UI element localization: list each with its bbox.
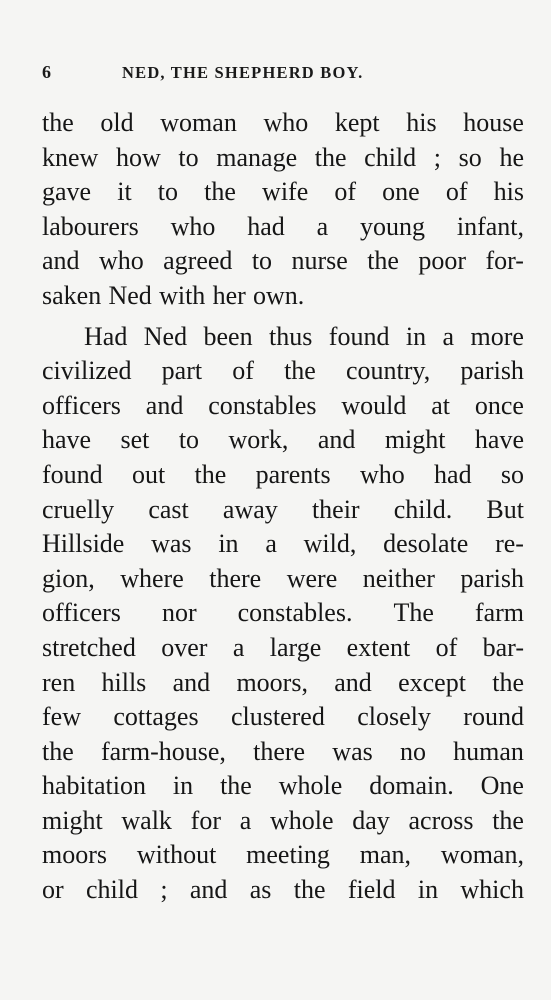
word: moors xyxy=(42,840,107,870)
word: moors, xyxy=(236,667,308,697)
word: desolate xyxy=(383,529,469,559)
word: one xyxy=(382,177,420,207)
word: it xyxy=(117,177,132,207)
word: and xyxy=(145,390,184,420)
text-line xyxy=(42,389,524,424)
text-line xyxy=(42,769,524,804)
word: once xyxy=(474,390,524,420)
word: domain. xyxy=(369,771,454,801)
running-title: NED, THE SHEPHERD BOY. xyxy=(122,63,364,82)
text-line xyxy=(42,700,524,735)
word: or xyxy=(42,875,64,905)
word: kept xyxy=(334,108,380,137)
word: were xyxy=(286,563,338,593)
word: the xyxy=(367,246,399,276)
word: a xyxy=(316,211,329,241)
word: a xyxy=(442,321,455,351)
word: have xyxy=(42,425,92,455)
word: how xyxy=(115,142,161,172)
word: with xyxy=(159,280,206,310)
word: and xyxy=(317,425,356,455)
word: country, xyxy=(346,356,431,386)
text-line xyxy=(42,873,524,908)
word: officers xyxy=(42,390,121,420)
word: wife xyxy=(262,177,309,207)
word: habitation xyxy=(42,771,146,801)
word: officers xyxy=(42,598,121,628)
text-line xyxy=(42,354,524,389)
word: cottages xyxy=(113,702,199,732)
word: The xyxy=(393,598,434,628)
word: their xyxy=(311,494,360,524)
word: constables. xyxy=(237,598,353,628)
word: clustered xyxy=(230,702,325,732)
word: hills xyxy=(101,667,147,697)
word: a xyxy=(265,529,277,559)
word: of xyxy=(435,632,458,662)
word: child xyxy=(86,875,138,905)
text-line xyxy=(42,838,524,873)
word: her xyxy=(212,280,246,310)
word: wild, xyxy=(303,529,357,559)
word: human xyxy=(453,736,524,766)
word: infant, xyxy=(456,211,524,241)
word: bar- xyxy=(482,632,524,662)
word: for xyxy=(190,805,221,835)
word: who xyxy=(263,108,309,137)
word: the xyxy=(204,177,236,207)
word: across xyxy=(408,805,474,835)
word: who xyxy=(170,211,216,241)
word: labourers xyxy=(42,211,139,241)
text-line xyxy=(42,175,524,210)
word: child. xyxy=(393,494,453,524)
word: farm xyxy=(474,598,524,628)
word: no xyxy=(399,736,426,766)
word: closely xyxy=(357,702,431,732)
word: would xyxy=(341,390,407,420)
word: so xyxy=(500,459,524,489)
word: the xyxy=(492,805,524,835)
page-header xyxy=(42,62,524,88)
word: away xyxy=(222,494,278,524)
word: own. xyxy=(253,280,305,310)
word: in xyxy=(172,771,194,801)
word: his xyxy=(493,177,524,207)
word: Had xyxy=(84,321,128,351)
word: agreed xyxy=(163,246,233,276)
word: thus xyxy=(269,321,313,351)
word: parish xyxy=(460,356,524,386)
word: meeting xyxy=(246,840,330,870)
word: might xyxy=(42,805,103,835)
text-line xyxy=(42,423,524,458)
word: nurse xyxy=(291,246,348,276)
word: man, xyxy=(359,840,412,870)
text-line xyxy=(42,666,524,701)
word: the xyxy=(42,736,74,766)
word: the xyxy=(492,667,524,697)
word: found xyxy=(328,321,390,351)
word: for- xyxy=(485,246,524,276)
word: at xyxy=(431,390,450,420)
text-line xyxy=(42,320,524,355)
word: which xyxy=(460,875,524,905)
word: the xyxy=(284,356,316,386)
word: the xyxy=(293,875,326,905)
word: Ned xyxy=(143,321,188,351)
word: woman, xyxy=(440,840,524,870)
word: large xyxy=(269,632,322,662)
word: parish xyxy=(460,563,524,593)
word: as xyxy=(249,875,272,905)
text-line xyxy=(42,210,524,245)
word: he xyxy=(499,142,524,172)
body-text xyxy=(42,106,524,908)
word: field xyxy=(347,875,396,905)
word: been xyxy=(203,321,253,351)
word: there xyxy=(253,736,306,766)
text-line xyxy=(42,141,524,176)
word: where xyxy=(120,563,184,593)
word: civilized xyxy=(42,356,132,386)
word: cruelly xyxy=(42,494,115,524)
word: part xyxy=(161,356,203,386)
word: the xyxy=(42,108,74,137)
text-line xyxy=(42,804,524,839)
word: his xyxy=(406,108,437,137)
text-line xyxy=(42,458,524,493)
word: had xyxy=(434,459,472,489)
word: farm-house, xyxy=(100,736,226,766)
word: to xyxy=(178,142,199,172)
word: One xyxy=(480,771,524,801)
word: and xyxy=(334,667,372,697)
word: of xyxy=(334,177,357,207)
word: of xyxy=(445,177,468,207)
word: a xyxy=(239,805,252,835)
word: re- xyxy=(495,529,524,559)
word: poor xyxy=(418,246,467,276)
text-line xyxy=(42,631,524,666)
word: stretched xyxy=(42,632,136,662)
text-line xyxy=(42,244,524,279)
word: knew xyxy=(42,142,99,172)
word: nor xyxy=(161,598,197,628)
word: house xyxy=(463,108,524,137)
word: had xyxy=(247,211,285,241)
word: ren xyxy=(42,667,76,697)
word: was xyxy=(332,736,373,766)
word: day xyxy=(352,805,390,835)
word: was xyxy=(151,529,192,559)
word: few xyxy=(42,702,81,732)
word: and xyxy=(172,667,211,697)
word: saken xyxy=(42,280,102,310)
text-line xyxy=(42,493,524,528)
word: round xyxy=(463,702,524,732)
word: Hillside xyxy=(42,529,125,559)
word: who xyxy=(98,246,144,276)
word: and xyxy=(189,875,228,905)
word: the xyxy=(314,142,347,172)
word: woman xyxy=(160,108,237,137)
word: except xyxy=(398,667,466,697)
text-line xyxy=(42,735,524,770)
word: found xyxy=(42,459,103,489)
word: manage xyxy=(216,142,298,172)
word: out xyxy=(131,459,166,489)
word: child xyxy=(364,142,417,172)
word: parents xyxy=(255,459,331,489)
word: and xyxy=(42,246,80,276)
word: in xyxy=(417,875,439,905)
page-number: 6 xyxy=(42,62,52,82)
word: so xyxy=(458,142,482,172)
word: gave xyxy=(42,177,92,207)
word: more xyxy=(470,321,524,351)
word: neither xyxy=(362,563,435,593)
word: But xyxy=(486,494,524,524)
word: whole xyxy=(269,805,334,835)
word: ; xyxy=(160,875,168,905)
word: young xyxy=(360,211,425,241)
word: a xyxy=(232,632,245,662)
word: to xyxy=(157,177,179,207)
word: in xyxy=(405,321,427,351)
text-line xyxy=(42,106,524,141)
word: gion, xyxy=(42,563,95,593)
word: without xyxy=(136,840,217,870)
word: old xyxy=(100,108,134,137)
text-line xyxy=(42,562,524,597)
word: Ned xyxy=(108,280,152,310)
word: the xyxy=(220,771,252,801)
text-line xyxy=(42,596,524,631)
word: there xyxy=(209,563,262,593)
word: in xyxy=(218,529,239,559)
word: to xyxy=(178,425,200,455)
word: the xyxy=(194,459,227,489)
word: to xyxy=(251,246,273,276)
word: whole xyxy=(278,771,343,801)
word: might xyxy=(384,425,446,455)
word: set xyxy=(120,425,150,455)
word: cast xyxy=(148,494,189,524)
text-line xyxy=(42,279,524,314)
word: have xyxy=(474,425,524,455)
word: over xyxy=(161,632,208,662)
word: walk xyxy=(121,805,172,835)
word: constables xyxy=(208,390,317,420)
text-line xyxy=(42,527,524,562)
word: work, xyxy=(228,425,289,455)
word: ; xyxy=(433,142,442,172)
word: of xyxy=(232,356,254,386)
word: extent xyxy=(346,632,411,662)
word: who xyxy=(359,459,405,489)
